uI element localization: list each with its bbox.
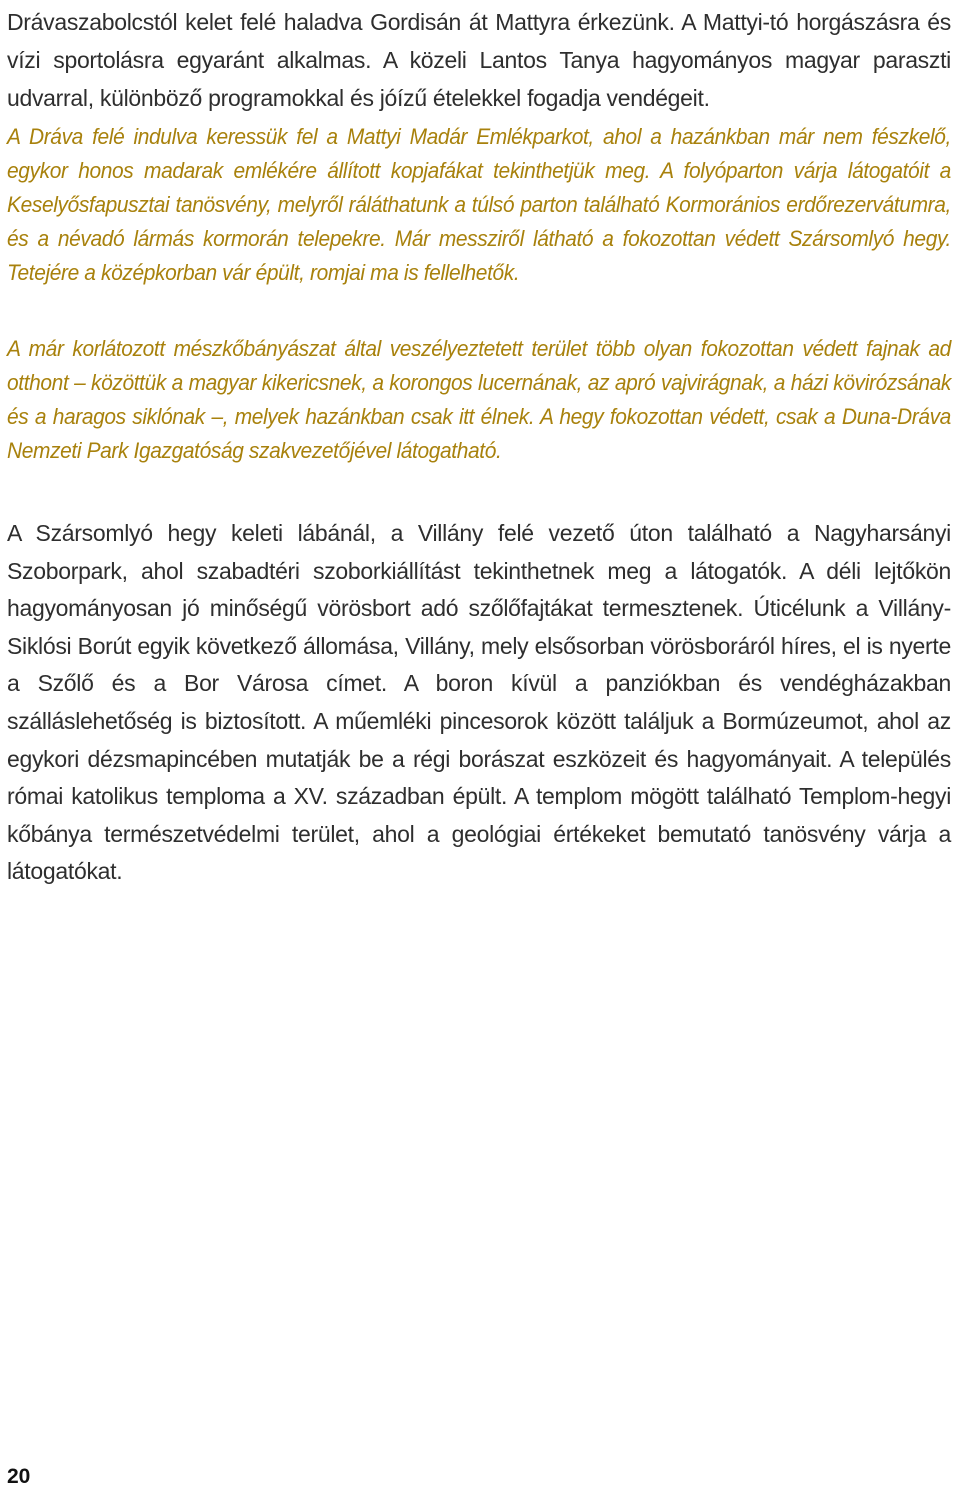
highlight-paragraph-drava: A Dráva felé indulva keressük fel a Mattyi Madár Emlékparkot, ahol a hazánkban már nem fészkelő, egykor honos madarak emlékére állított kopjafákat tekinthetjük meg. A folyóparton várja látogatóit a Keselyősfapusztai tanösvény, melyről ráláthatunk a túlsó parton található Kormoránios erdőrezervátumra, és a névadó lármás kormorán telepekre. Már messziről látható a fokozottan védett Szársomlyó hegy. Tetejére a középkorban vár épült, romjai ma is fellelhetők. — [7, 124, 951, 285]
highlight-paragraph-szarsomly: A már korlátozott mészkőbányászat által veszélyeztetett terület több olyan fokozottan védett fajnak ad otthont – közöttük a magyar kikericsnek, a korongos lucernának, az apró vajvirágnak, a házi kövirózsának és a haragos siklónak –, melyek hazánkban csak itt élnek. A hegy fokozottan védett, csak a Duna-Dráva Nemzeti Park Igazgatóság szakvezetőjével látogatható. — [7, 336, 951, 463]
body-paragraph-villany: A Szársomlyó hegy keleti lábánál, a Villány felé vezető úton található a Nagyharsányi Szoborpark, ahol szabadtéri szoborkiállítást tekinthetnek meg a látogatók. A déli lejtőkön hagyományosan jó minőségű vörösbort adó szőlőfajtákat termesztenek. Úticélunk a Villány-Siklósi Borút egyik következő állomása, Villány, mely elsősorban vörösboráról híres, el is nyerte a Szőlő és a Bor Városa címet. A boron kívül a panziókban és vendégházakban szálláslehetőség is biztosított. A műemléki pincesorok között találjuk a Bormúzeumot, ahol az egykori dézsmapincében mutatják be a régi borászat eszközeit és hagyományait. A település római katolikus temploma a XV. században épült. A templom mögött található Templom-hegyi kőbánya természetvédelmi terület, ahol a geológiai értékeket bemutató tanösvény várja a látogatókat. — [7, 520, 951, 885]
page-number: 20 — [7, 1465, 31, 1488]
intro-paragraph: Drávaszabolcstól kelet felé haladva Gordisán át Mattyra érkezünk. A Mattyi-tó horgászásra és vízi sportolásra egyaránt alkalmas. A közeli Lantos Tanya hagyományos magyar paraszti udvarral, különböző programokkal és jóízű ételekkel fogadja vendégeit. — [7, 9, 951, 111]
